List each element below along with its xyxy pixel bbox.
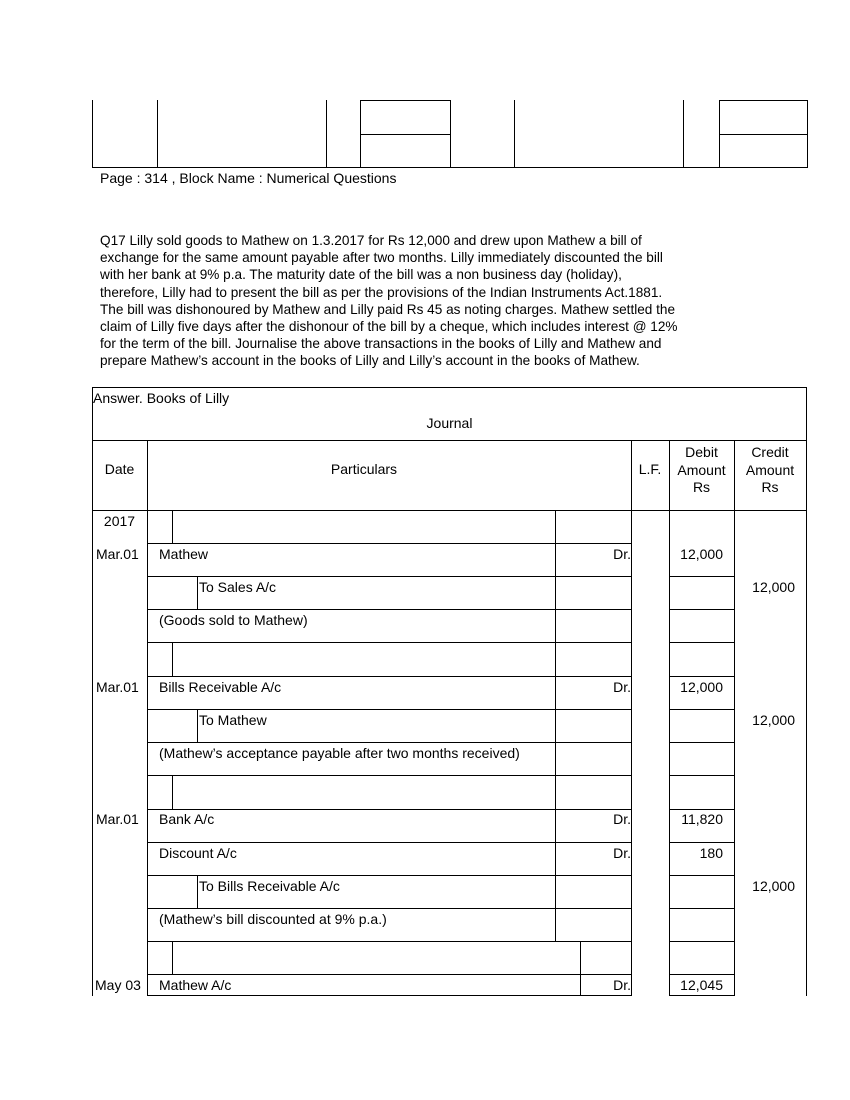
dr-mark: Dr.: [613, 546, 631, 562]
question-line: exchange for the same amount payable after two months. Lilly immediately discounted the bill: [100, 250, 663, 266]
debit-amount: 12,000: [680, 546, 723, 562]
header-debit-line: Debit: [685, 444, 718, 460]
credit-amount: 12,000: [752, 878, 795, 894]
question-line: Q17 Lilly sold goods to Mathew on 1.3.2017 for Rs 12,000 and drew upon Mathew a bill of: [100, 233, 642, 248]
credit-amount: 12,000: [752, 712, 795, 728]
dr-mark: Dr.: [613, 679, 631, 695]
question-line: claim of Lilly five days after the dishonour of the bill by a cheque, which includes interest @ 12%: [100, 319, 678, 335]
debit-amount: 180: [699, 845, 723, 861]
question-line: The bill was dishonoured by Mathew and Lilly paid Rs 45 as noting charges. Mathew settled the: [100, 301, 676, 317]
credit-account: To Sales A/c: [199, 579, 277, 595]
question-line: prepare Mathew’s account in the books of Lilly and Lilly’s account in the books of Mathew.: [100, 353, 640, 369]
header-date: Date: [104, 461, 135, 477]
debit-amount: 11,820: [681, 811, 723, 827]
header-lf: L.F.: [638, 461, 662, 477]
header-debit-line: Rs: [692, 479, 711, 495]
narration: (Mathew’s acceptance payable after two months received): [159, 745, 520, 761]
entry-date: May 03: [95, 977, 141, 993]
header-credit-line: Amount: [745, 461, 795, 478]
header-debit: [669, 444, 734, 497]
debit-account: Mathew: [159, 546, 209, 562]
debit-amount: 12,000: [680, 679, 723, 695]
question-line: with her bank at 9% p.a. The maturity date of the bill was a non business day (holiday),: [100, 267, 622, 283]
header-credit-line: Rs: [761, 479, 779, 495]
entry-date: Mar.01: [96, 546, 139, 562]
credit-account: To Mathew: [199, 712, 267, 728]
dr-mark: Dr.: [613, 811, 631, 827]
narration: (Mathew’s bill discounted at 9% p.a.): [159, 911, 387, 927]
debit-account: Bank A/c: [159, 811, 215, 827]
answer-heading: Answer. Books of Lilly: [93, 390, 230, 406]
question-line: for the term of the bill. Journalise the above transactions in the books of Lilly and Mathew and: [100, 336, 662, 352]
year-cell: 2017: [103, 513, 136, 529]
credit-account: To Bills Receivable A/c: [199, 878, 340, 894]
page-caption: Page : 314 , Block Name : Numerical Questions: [100, 170, 397, 186]
header-debit-line: Amount: [677, 461, 726, 478]
header-particulars: Particulars: [330, 461, 398, 477]
header-credit-line: Credit: [751, 444, 789, 460]
debit-account: Mathew A/c: [159, 977, 232, 993]
entry-date: Mar.01: [96, 811, 139, 827]
journal-title: Journal: [426, 415, 473, 431]
entry-date: Mar.01: [96, 679, 139, 695]
debit-amount: 12,045: [680, 977, 723, 993]
dr-mark: Dr.: [613, 845, 631, 861]
dr-mark: Dr.: [613, 977, 631, 993]
debit-account-2: Discount A/c: [159, 845, 237, 861]
header-credit: [734, 444, 806, 497]
narration: (Goods sold to Mathew): [159, 612, 308, 628]
question-text: [100, 232, 760, 370]
debit-account: Bills Receivable A/c: [159, 679, 282, 695]
credit-amount: 12,000: [752, 579, 795, 595]
question-line: therefore, Lilly had to present the bill as per the provisions of the Indian Instruments Act.1881.: [100, 284, 663, 300]
